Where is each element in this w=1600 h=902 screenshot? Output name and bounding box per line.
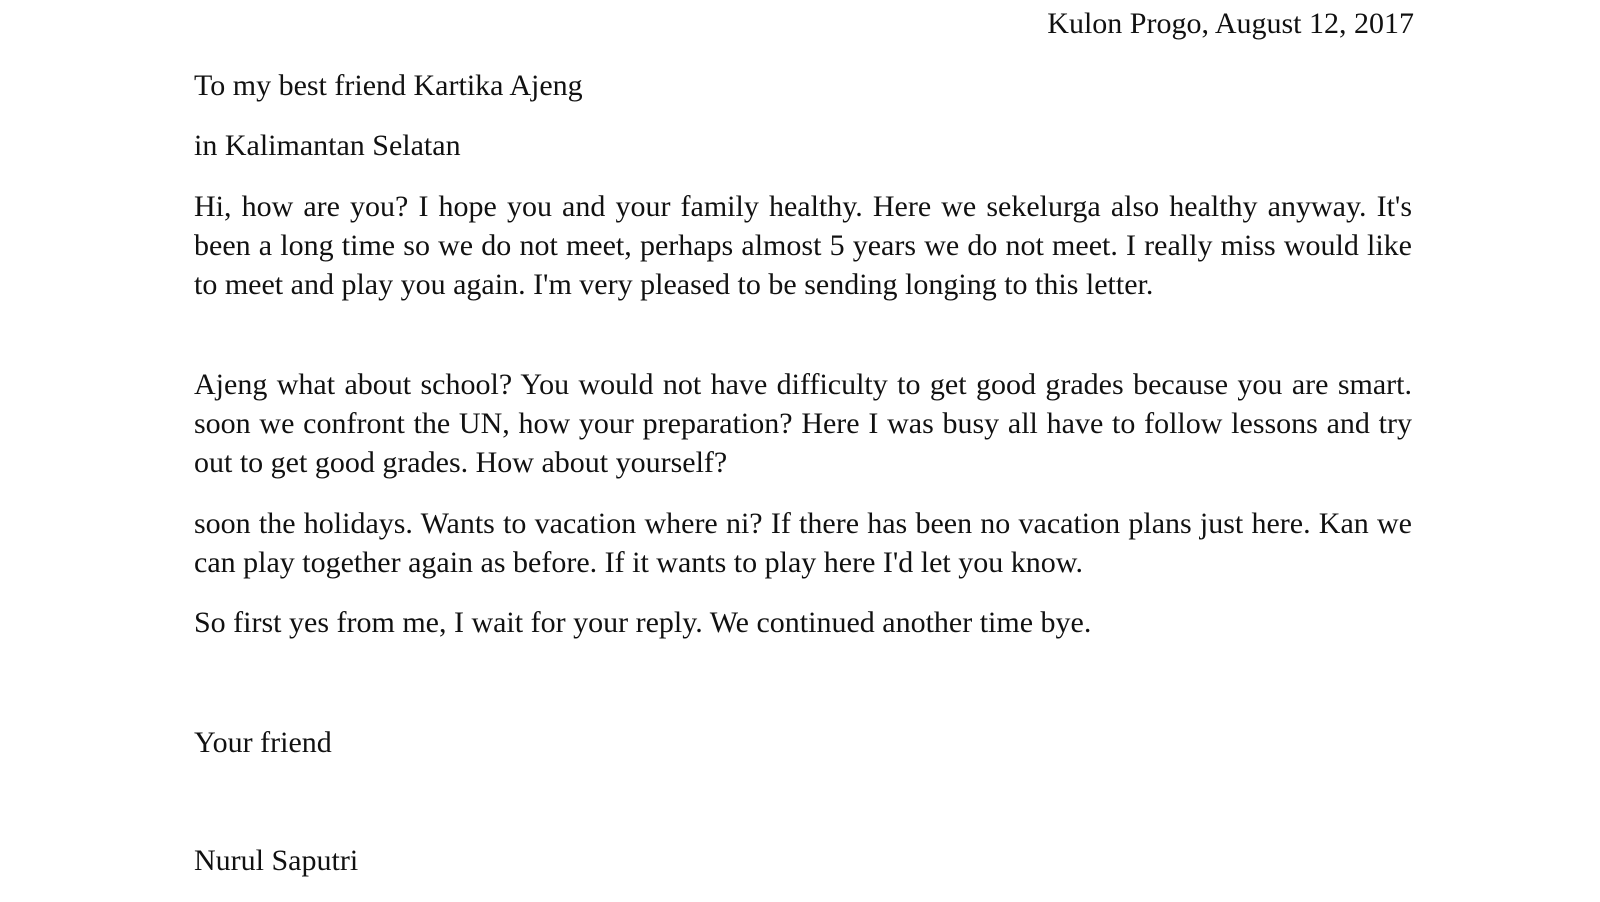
- paragraph-1: Hi, how are you? I hope you and your family healthy. Here we sekelurga also healthy anyway. It's been a long time so we do not meet, perhaps almost 5 years we do not meet. I really miss would like to meet and play you again. I'm very pleased to be sending longing to this letter.: [194, 190, 1412, 301]
- signature: Nurul Saputri: [194, 844, 359, 877]
- closing: Your friend: [194, 726, 332, 759]
- recipient-name: To my best friend Kartika Ajeng: [194, 69, 583, 102]
- recipient-location: in Kalimantan Selatan: [194, 129, 461, 162]
- paragraph-3: soon the holidays. Wants to vacation where ni? If there has been no vacation plans just here. Kan we can play together again as before. If it wants to play here I'd let you know.: [194, 507, 1412, 579]
- place-date: Kulon Progo, August 12, 2017: [1047, 7, 1414, 40]
- paragraph-4: So first yes from me, I wait for your reply. We continued another time bye.: [194, 606, 1092, 639]
- paragraph-2: Ajeng what about school? You would not have difficulty to get good grades because you are smart. soon we confront the UN, how your preparation? Here I was busy all have to follow lessons and try out to get good grades. How about yourself?: [194, 368, 1412, 479]
